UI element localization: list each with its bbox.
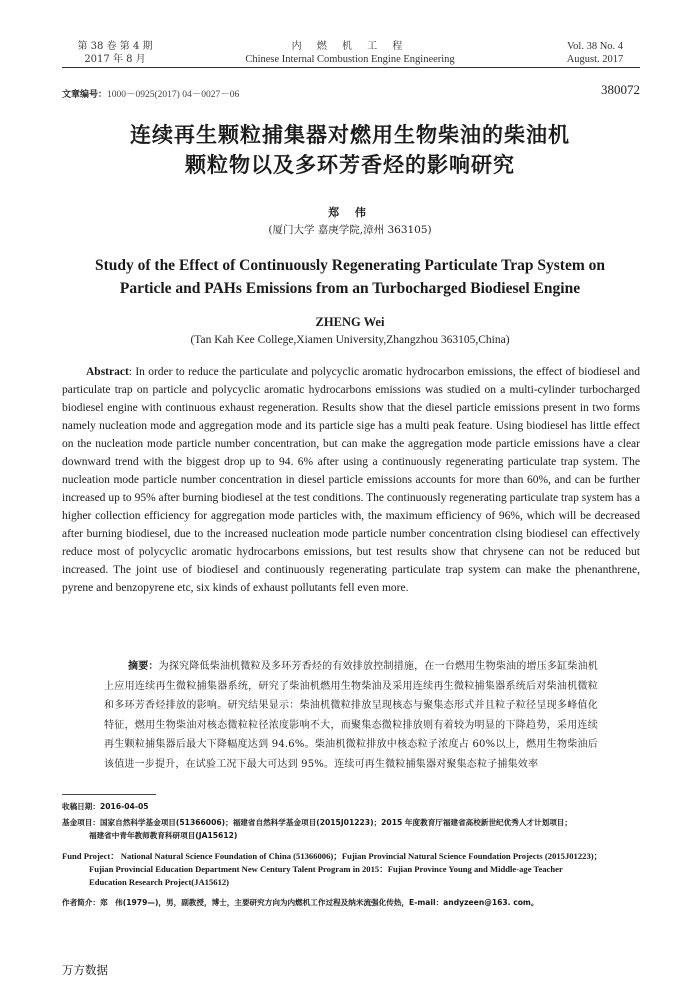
abstract-en xyxy=(62,363,640,597)
page-code: 380072 xyxy=(601,82,640,97)
abstract-cn-label: 摘要： xyxy=(128,661,159,672)
running-header-volume xyxy=(70,40,160,66)
article-number xyxy=(62,86,239,100)
footnote-fund-cn xyxy=(62,816,647,842)
fund-cn-line-2: 福建省中青年教师教育科研项目(JA15612) xyxy=(89,831,238,840)
affiliation-cn: (厦门大学 嘉庚学院,漳州 363105) xyxy=(268,224,432,236)
title-en-line-2: Particle and PAHs Emissions from an Turbocharged Biodiesel Engine xyxy=(119,280,581,297)
fund-cn-line-1: 国家自然科学基金项目(51366006)；福建省自然科学基金项目(2015J01223)；2015 年度教育厅福建省高校新世纪优秀人才计划项目； xyxy=(99,818,572,827)
volume-cn: 第 38 卷 第 4 期 xyxy=(77,41,153,52)
footnote-author xyxy=(62,896,647,909)
running-header-volume-en xyxy=(550,40,640,66)
fund-label: 基金项目： xyxy=(62,818,100,827)
received-label: 收稿日期： xyxy=(62,802,100,811)
article-number-label: 文章编号： xyxy=(62,90,108,100)
journal-name-en: Chinese Internal Combustion Engine Engineering xyxy=(245,54,455,65)
watermark-wanfang: 万方数据 xyxy=(62,963,108,977)
fund-en-line-1: National Natural Science Foundation of China (51366006)；Fujian Provincial Natural Science Foundation Projects (2015J01223)； xyxy=(120,851,603,861)
author-bio-text: 郑 伟(1979—)，男，副教授，博士，主要研究方向为内燃机工作过程及纳米流强化传热，E-mail：andyzeen@163. com。 xyxy=(99,898,539,907)
date-en: August. 2017 xyxy=(566,54,624,65)
author-en: ZHENG Wei xyxy=(315,315,385,329)
fund-en-line-3: Education Research Project(JA15612) xyxy=(89,877,230,887)
affiliation-en: (Tan Kah Kee College,Xiamen University,Zhangzhou 363105,China) xyxy=(190,334,510,346)
abstract-en-label: Abstract xyxy=(86,366,129,378)
received-date: 2016-04-05 xyxy=(99,802,149,811)
fund-en-line-2: Fujian Provincial Education Department New Century Talent Program in 2015：Fujian Province Young and Middle-age Teacher xyxy=(89,864,563,874)
header-rule xyxy=(62,67,640,68)
footnote-rule xyxy=(62,794,156,795)
fund-en-label: Fund Project： xyxy=(62,851,119,861)
journal-name-cn: 内 燃 机 工 程 xyxy=(291,41,409,52)
title-en-line-1: Study of the Effect of Continuously Regenerating Particulate Trap System on xyxy=(94,257,606,274)
footnote-fund-en xyxy=(62,850,647,889)
footnote-received xyxy=(62,800,647,813)
title-en xyxy=(0,254,700,300)
volume-en: Vol. 38 No. 4 xyxy=(566,41,624,52)
abstract-en-text: : In order to reduce the particulate and polycyclic aromatic hydrocarbon emissions, the effect of biodiesel and particulate trap on particle and polycyclic aromatic hydrocarbons emissions was studied on a multi-cylinder turbocharged biodiesel engine with continuous exhaust regeneration. Results show that the diesel particle emissions present in two forms namely nucleation mode and aggregation mode and its particle sige has a multi peak feature. Using biodiesel has little effect on the nucleation mode particle number concentration, but can make the aggregation mode particle emissions have a clear downward trend with the biggest drop up to 94. 6% after using a continuously regenerating particulate trap system. The nucleation mode particle number concentration in diesel particle emissions accounts for more than 60%, and can be further increased up to 95% after burning biodiesel at the test conditions. The continuously regenerating particulate trap system has a higher collection efficiency for aggregation mode particles with, the maximum efficiency of 96%, which will be decreased after burning biodiesel, due to the increased nucleation mode particle number concentration clsing biodiesel can effectively reduce most of polycyclic aromatic hydrocarbons emissions, but test results show that chrysene can not be reduced but increased. The joint use of biodiesel and continuously regenerating particulate trap system can make the phenanthrene, pyrene and benzopyrene etc, six kinds of exhaust pollutants fell even more. xyxy=(62,366,640,594)
author-bio-label: 作者简介： xyxy=(62,898,100,907)
title-cn-line-1: 连续再生颗粒捕集器对燃用生物柴油的柴油机 xyxy=(130,123,570,147)
running-header-journal xyxy=(180,40,520,66)
article-number-value: 1000－0925(2017) 04－0027－06 xyxy=(107,90,240,100)
date-cn: 2017 年 8 月 xyxy=(84,54,146,65)
abstract-cn xyxy=(104,657,598,774)
title-cn xyxy=(0,120,700,180)
abstract-cn-text: 为探究降低柴油机微粒及多环芳香烃的有效排放控制措施，在一台燃用生物柴油的增压多缸柴油机上应用连续再生微粒捕集器系统，研究了柴油机燃用生物柴油及采用连续再生微粒捕集器系统后对柴油机微粒和多环芳香烃排放的影响。研究结果显示：柴油机微粒排放呈现核态与聚集态形式并且粒子粒径呈现多峰值化特征，燃用生物柴油对核态微粒粒径浓度影响不大，而聚集态微粒排放则有着较为明显的下降趋势，采用连续再生颗粒捕集器后最大下降幅度达到 94.6%。柴油机微粒排放中核态粒子浓度占 60%以上，燃用生物柴油后该值进一步提升，在试验工况下最大可达到 95%。连续可再生微粒捕集器对聚集态粒子捕集效率 xyxy=(104,661,598,770)
title-cn-line-2: 颗粒物以及多环芳香烃的影响研究 xyxy=(185,153,515,177)
author-cn: 郑 伟 xyxy=(328,206,372,219)
